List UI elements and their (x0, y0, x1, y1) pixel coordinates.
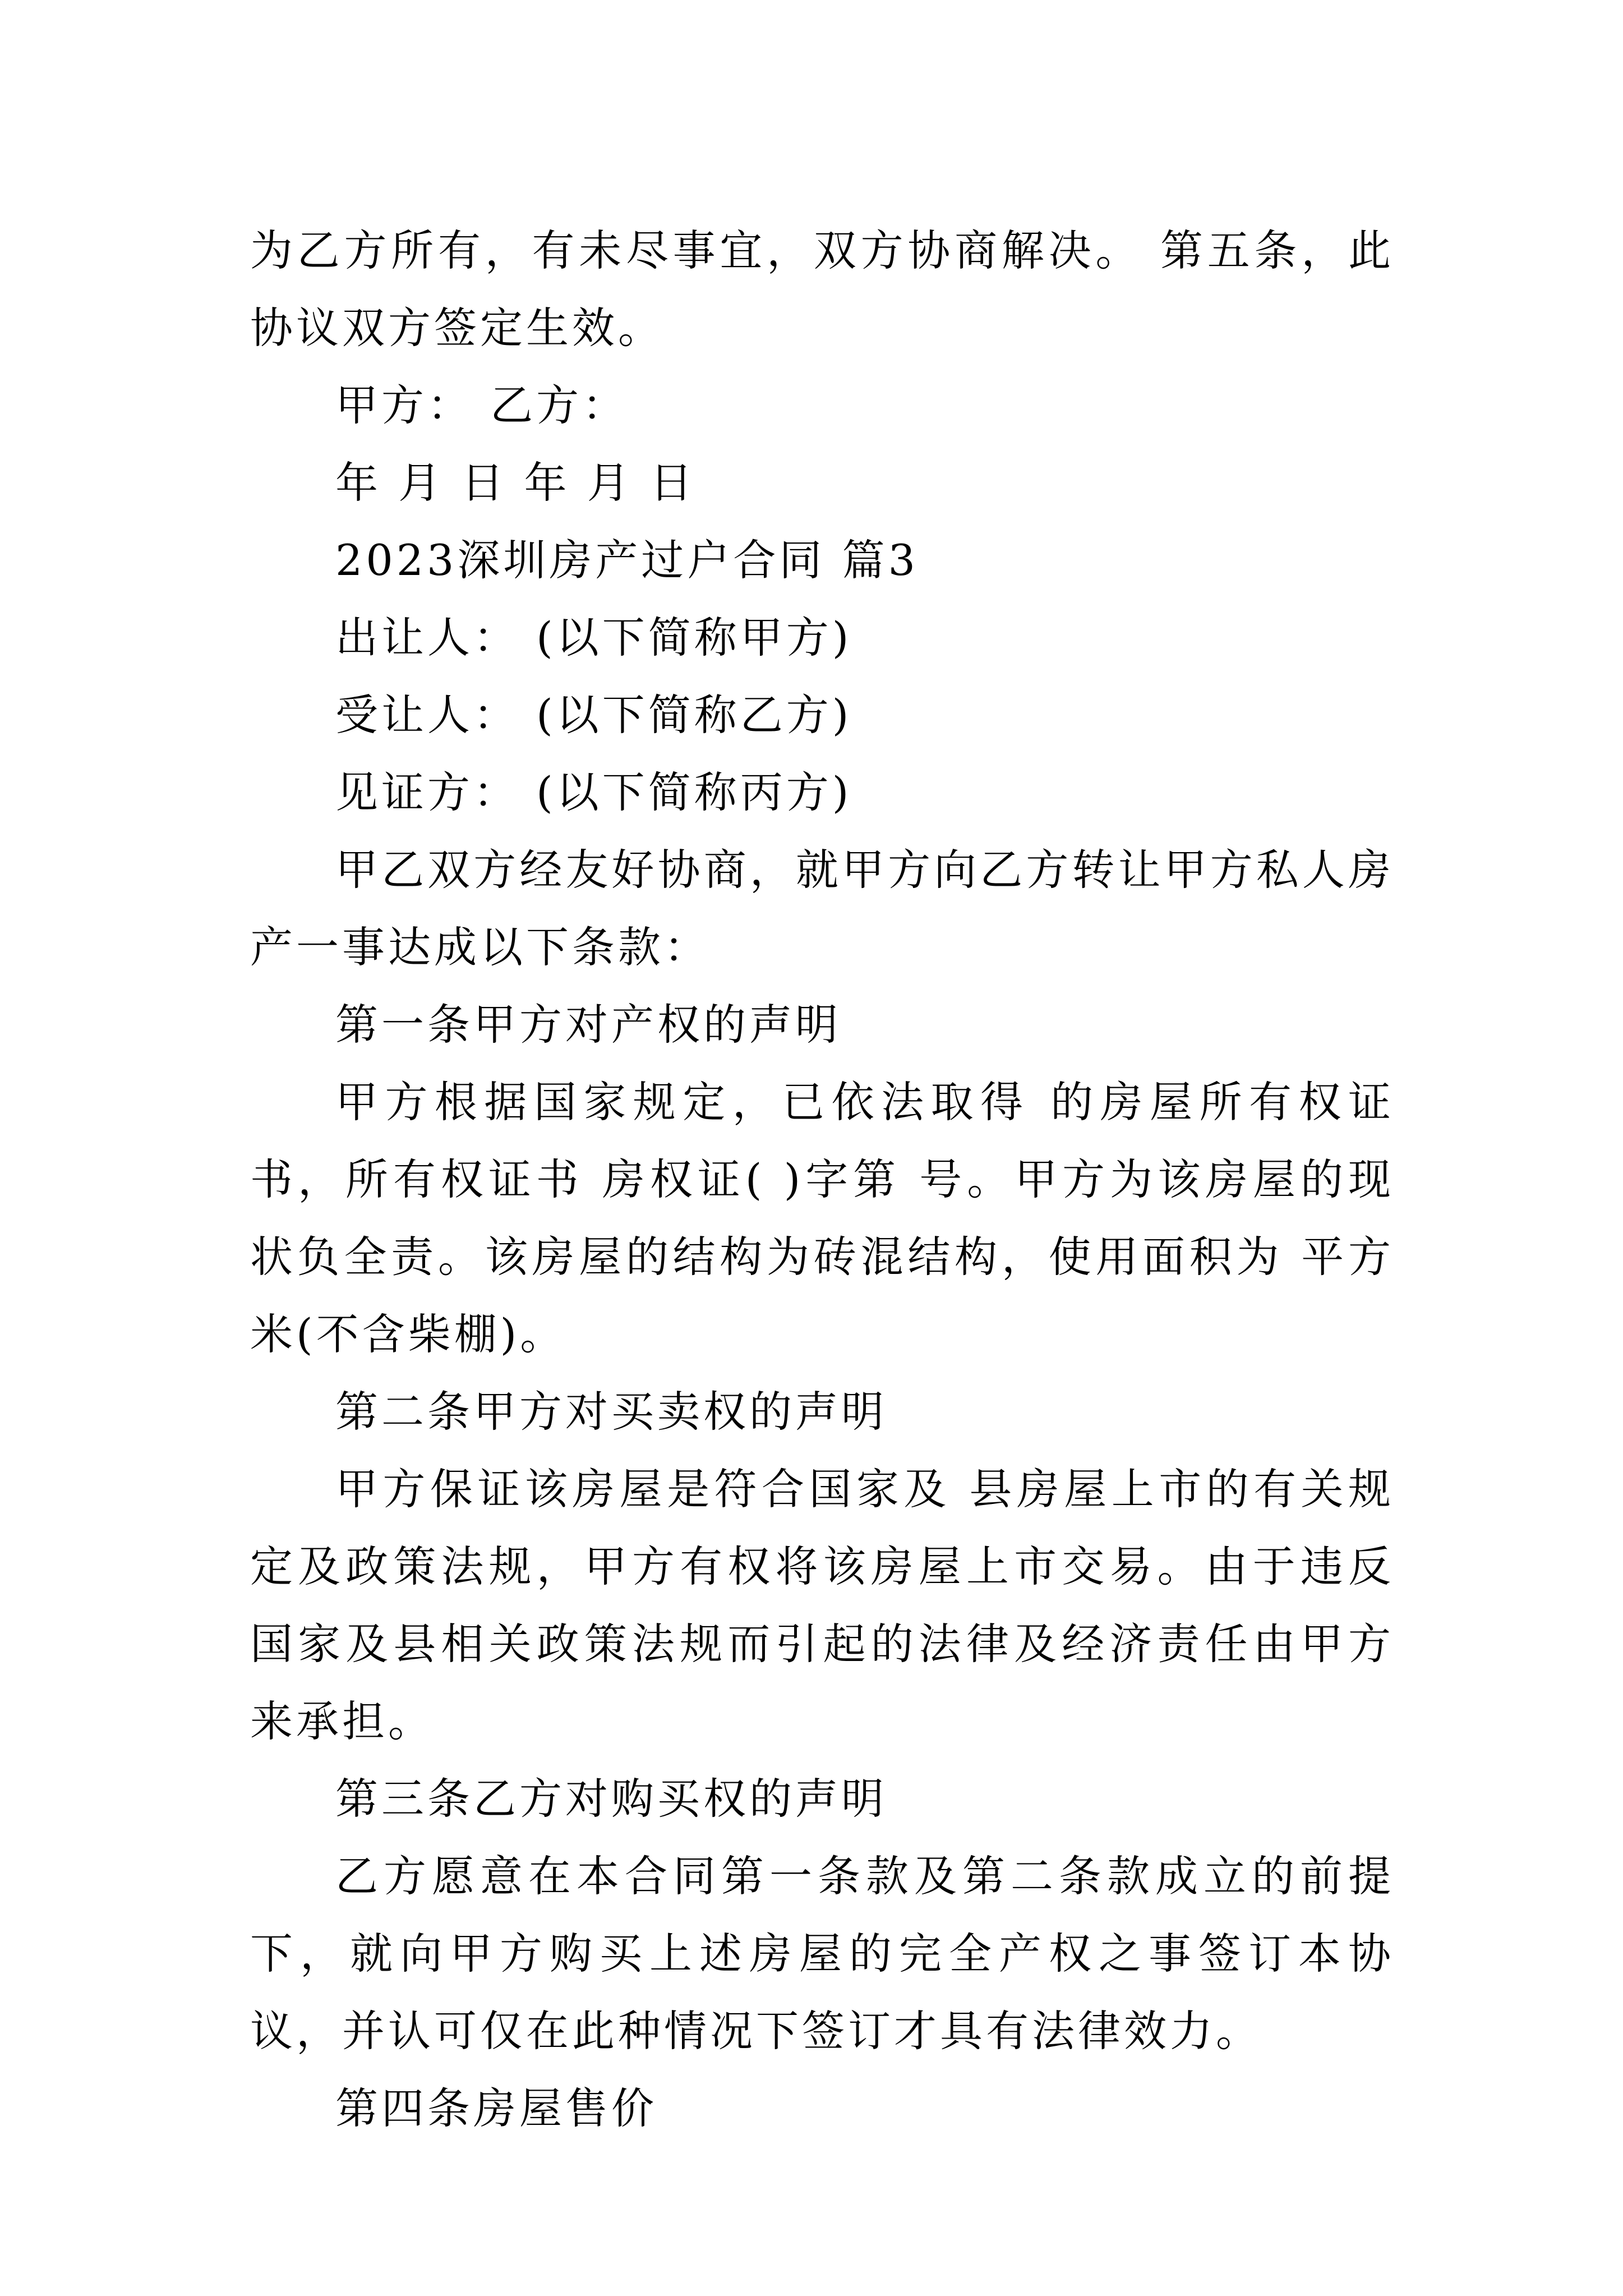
paragraph-transferor: 出让人： (以下简称甲方) (335, 613, 852, 662)
paragraph-signature-parties: 甲方： 乙方： (335, 380, 629, 430)
clause-body-one: 甲方根据国家规定，已依法取得 的房屋所有权证书，所有权证书 房权证( )字第 号。甲方为该房屋的现状负全责。该房屋的结构为砖混结构，使用面积为 平方米(不含柴棚)。 (250, 1077, 1394, 1359)
clause-heading-one: 第一条甲方对产权的声明 (335, 1000, 841, 1050)
paragraph-preamble: 甲乙双方经友好协商，就甲方向乙方转让甲方私人房产一事达成以下条款： (250, 845, 1394, 972)
paragraph-witness: 见证方： (以下简称丙方) (335, 767, 852, 817)
paragraph-transferee: 受让人： (以下简称乙方) (335, 690, 852, 740)
section-title: 2023深圳房产过户合同 篇3 (335, 535, 919, 585)
paragraph-signature-dates: 年 月 日 年 月 日 (335, 458, 696, 508)
clause-body-two: 甲方保证该房屋是符合国家及 县房屋上市的有关规定及政策法规，甲方有权将该房屋上市交易。由于违反国家及县相关政策法规而引起的法律及经济责任由甲方来承担。 (250, 1464, 1394, 1746)
paragraph-clause-five-continuation: 为乙方所有，有未尽事宜，双方协商解决。 第五条，此协议双方签定生效。 (250, 226, 1394, 353)
document-body (250, 212, 1394, 2147)
clause-heading-three: 第三条乙方对购买权的声明 (335, 1774, 887, 1824)
clause-body-three: 乙方愿意在本合同第一条款及第二条款成立的前提下，就向甲方购买上述房屋的完全产权之事签订本协议，并认可仅在此种情况下签订才具有法律效力。 (250, 1851, 1394, 2056)
clause-heading-two: 第二条甲方对买卖权的声明 (335, 1387, 887, 1437)
clause-heading-four: 第四条房屋售价 (335, 2083, 657, 2133)
